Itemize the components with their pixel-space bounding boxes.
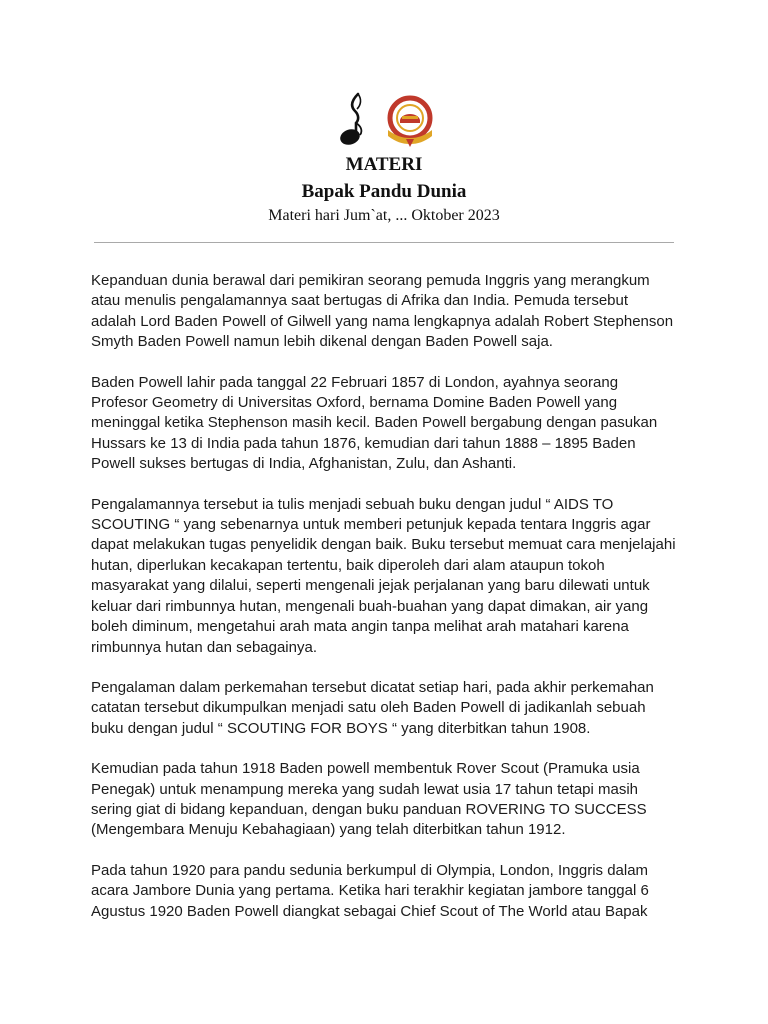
scout-trefoil-icon xyxy=(338,92,370,148)
paragraph-line: Profesor Geometry di Universitas Oxford, bernama Domine Baden Powell yang xyxy=(91,394,618,412)
paragraph-line: buku dengan judul “ SCOUTING FOR BOYS “ yang diterbitkan tahun 1908. xyxy=(91,719,591,737)
date-line: Materi hari Jum`at, ... Oktober 2023 xyxy=(268,207,500,224)
paragraph-line: Hussars ke 13 di India pada tahun 1876, kemudian dari tahun 1888 – 1895 Baden xyxy=(91,434,636,452)
paragraph-line: Agustus 1920 Baden Powell diangkat sebagai Chief Scout of The World atau Bapak xyxy=(91,902,648,920)
paragraph-line: dapat melakukan tugas penyelidik dengan baik. Buku tersebut memuat cara menjelajahi xyxy=(91,536,676,554)
header-divider xyxy=(94,242,674,243)
body-paragraph xyxy=(91,678,691,739)
paragraph-line: Pada tahun 1920 para pandu sedunia berkumpul di Olympia, London, Inggris dalam xyxy=(91,861,649,879)
paragraph-line: catatan tersebut dikumpulkan menjadi satu oleh Baden Powell di jadikanlah sebuah xyxy=(91,699,646,717)
paragraph-line: keluar dari rimbunnya hutan, mengenali buah-buahan yang dapat dimakan, air yang xyxy=(91,597,649,615)
body-paragraph xyxy=(91,861,691,922)
paragraph-line: sering giat di bidang kepanduan, dengan buku panduan ROVERING TO SUCCESS xyxy=(91,800,647,818)
paragraph-line: hutan, diperlukan kecakapan tertentu, baik diperoleh dari alam ataupun tokoh xyxy=(91,556,605,574)
body-paragraph xyxy=(91,495,691,658)
paragraph-line: Pengalaman dalam perkemahan tersebut dicatat setiap hari, pada akhir perkemahan xyxy=(91,678,654,696)
body-paragraph xyxy=(91,373,691,475)
paragraph-line: boleh diminum, mengetahui arah mata angin tanpa melihat arah matahari karena xyxy=(91,618,629,636)
document-heading xyxy=(0,154,768,225)
paragraph-line: (Mengembara Menuju Kebahagiaan) yang telah diterbitkan tahun 1912. xyxy=(91,821,566,839)
scout-emblem-icon xyxy=(382,92,438,148)
paragraph-line: Smyth Baden Powell namun lebih dikenal dengan Baden Powell saja. xyxy=(91,333,553,351)
paragraph-line: meninggal ketika Stephenson masih kecil. Baden Powell bergabung dengan pasukan xyxy=(91,414,658,432)
page-subtitle: Bapak Pandu Dunia xyxy=(301,181,467,202)
document-body xyxy=(91,271,691,942)
paragraph-line: SCOUTING “ yang sebenarnya untuk memberi petunjuk kepada tentara Inggris agar xyxy=(91,516,651,534)
paragraph-line: Kepanduan dunia berawal dari pemikiran seorang pemuda Inggris yang merangkum xyxy=(91,272,650,289)
paragraph-line: acara Jambore Dunia yang pertama. Ketika hari terakhir kegiatan jambore tanggal 6 xyxy=(91,882,649,900)
header-logos xyxy=(338,92,438,148)
body-paragraph xyxy=(91,759,691,841)
paragraph-line: rimbunnya hutan dan sebagainya. xyxy=(91,638,317,656)
body-paragraph xyxy=(91,271,691,353)
paragraph-line: masyarakat yang dilalui, seperti mengenali jejak perjalanan yang baru dilewati untuk xyxy=(91,577,650,595)
paragraph-line: Kemudian pada tahun 1918 Baden powell membentuk Rover Scout (Pramuka usia xyxy=(91,760,640,778)
paragraph-line: Powell sukses bertugas di India, Afghanistan, Zulu, dan Ashanti. xyxy=(91,455,517,473)
paragraph-line: atau menulis pengalamannya saat bertugas di Afrika dan India. Pemuda tersebut xyxy=(91,292,629,310)
paragraph-line: Penegak) untuk menampung mereka yang sudah lewat usia 17 tahun tetapi masih xyxy=(91,780,639,798)
paragraph-line: Pengalamannya tersebut ia tulis menjadi sebuah buku dengan judul “ AIDS TO xyxy=(91,495,614,513)
paragraph-line: Baden Powell lahir pada tanggal 22 Februari 1857 di London, ayahnya seorang xyxy=(91,373,619,391)
paragraph-line: adalah Lord Baden Powell of Gilwell yang nama lengkapnya adalah Robert Stephenson xyxy=(91,312,674,330)
page-title: MATERI xyxy=(345,154,423,175)
